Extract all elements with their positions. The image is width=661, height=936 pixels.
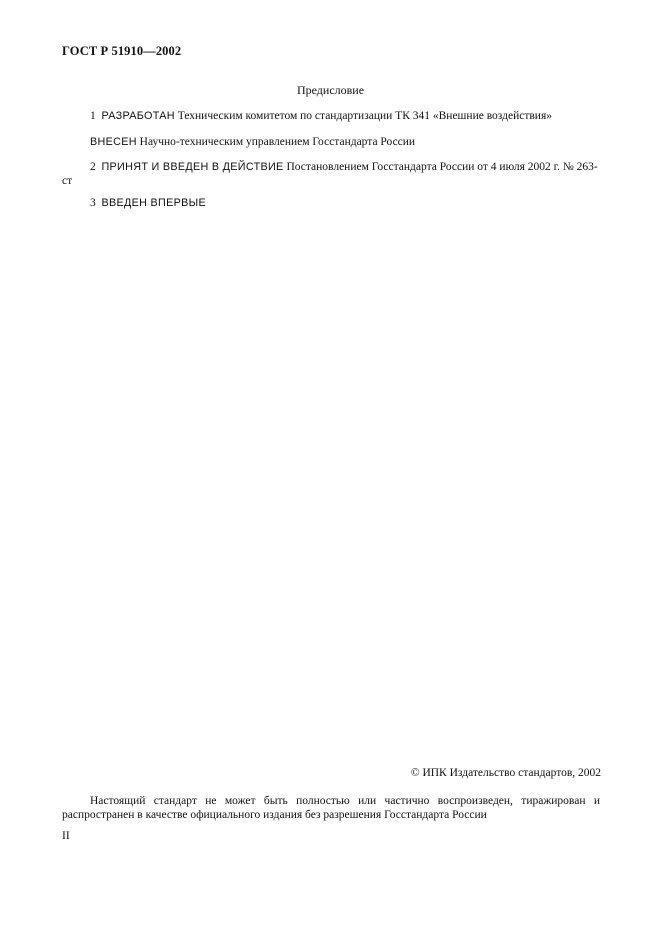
reproduction-notice — [62, 794, 600, 822]
item-keyword: РАЗРАБОТАН — [101, 110, 175, 122]
preface-title: Предисловие — [296, 83, 365, 97]
item-keyword: ПРИНЯТ И ВВЕДЕН В ДЕЙСТВИЕ — [101, 161, 284, 173]
item-keyword: ВВЕДЕН ВПЕРВЫЕ — [101, 197, 206, 209]
preface-item-adopted — [62, 160, 602, 188]
item-text: Научно-техническим управлением Госстандарта России — [136, 136, 416, 148]
document-header: ГОСТ Р 51910—2002 — [62, 44, 182, 58]
preface-item-developed — [62, 109, 602, 123]
item-text: Техническим комитетом по стандартизации ТК 341 «Внешние воздействия» — [174, 110, 553, 122]
item-keyword: ВНЕСЕН — [90, 136, 137, 148]
notice-text: Настоящий стандарт не может быть полностью или частично воспроизведен, тиражирован и распространен в качестве официального издания без разрешения Госстандарта России — [62, 795, 600, 821]
copyright-line: © ИПК Издательство стандартов, 2002 — [410, 767, 601, 779]
page-number: II — [62, 830, 70, 842]
item-number: 3 — [90, 197, 96, 209]
item-number: 1 — [90, 110, 96, 122]
preface-item-first-introduced — [62, 196, 602, 210]
item-number: 2 — [90, 161, 96, 173]
item-text: Постановлением Госстандарта России от 4 июля 2002 г. № 263-ст — [62, 161, 598, 187]
preface-item-introduced — [62, 135, 602, 149]
